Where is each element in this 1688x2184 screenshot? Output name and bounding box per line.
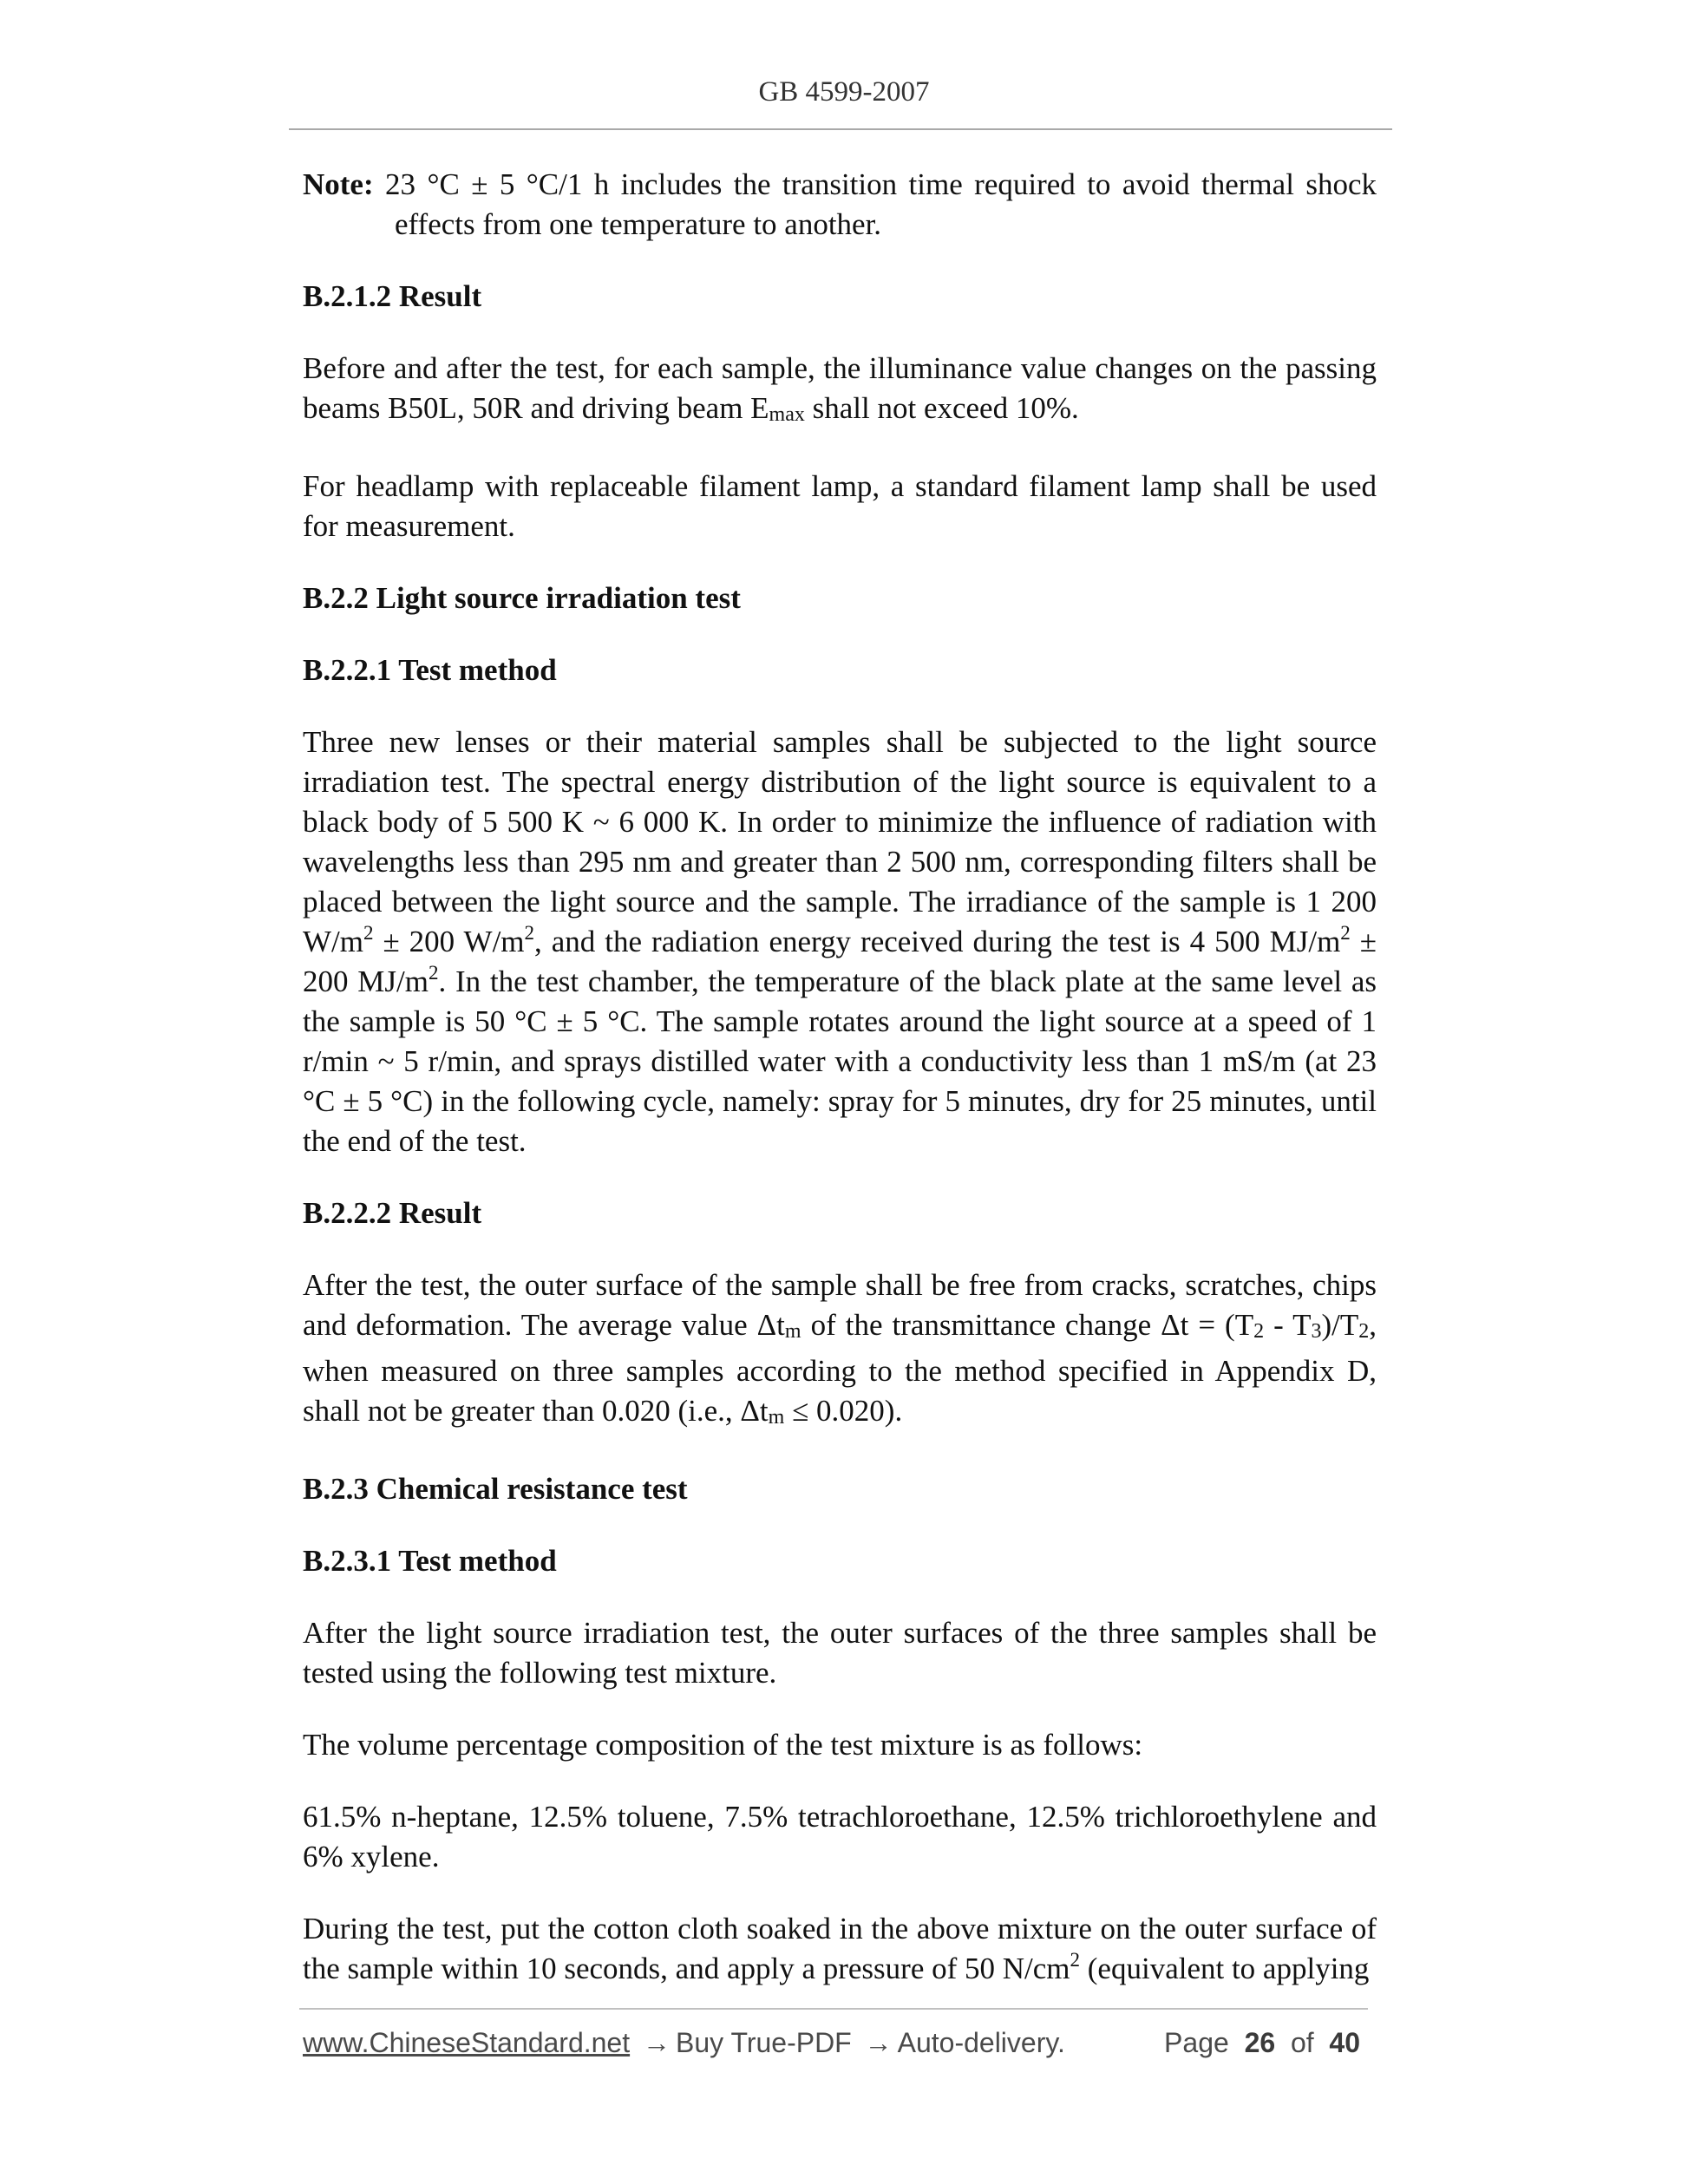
paragraph-mixture-intro: The volume percentage composition of the test mixture is as follows: <box>303 1728 1143 1762</box>
buy-true-pdf-text: Buy True-PDF <box>676 2027 852 2058</box>
paragraph-mixture-composition: 61.5% n-heptane, 12.5% toluene, 7.5% tetrachloroethane, 12.5% trichloroethylene and 6% xylene. <box>303 1800 1377 1873</box>
subscript: 2 <box>1358 1320 1370 1343</box>
superscript: 2 <box>524 922 535 944</box>
page-footer <box>303 2027 1368 2059</box>
text-run: After the test, the outer surface of the sample shall be free from cracks, scratches, chips and deformation. The average value Δt <box>303 1268 1377 1342</box>
text-run: of the transmittance change Δt = (T <box>801 1308 1254 1342</box>
header-divider <box>289 128 1392 130</box>
text-run: During the test, put the cotton cloth soaked in the above mixture on the outer surface of the sample within 10 seconds, and apply a pressure of 50 N/cm <box>303 1912 1377 1985</box>
paragraph-irradiation-method <box>303 723 1377 1161</box>
paragraph-illuminance-change <box>303 349 1377 435</box>
page-number: 26 <box>1244 2027 1276 2058</box>
heading-b2-2-1: B.2.2.1 Test method <box>303 653 557 687</box>
text-run: ≤ 0.020). <box>784 1394 903 1428</box>
document-header: GB 4599-2007 <box>758 76 930 108</box>
note-text: 23 °C ± 5 °C/1 h includes the transition time required to avoid thermal shock effects from one temperature to another. <box>385 167 1377 241</box>
arrow-right-icon: → <box>643 2027 671 2058</box>
heading-b2-1-2: B.2.1.2 Result <box>303 279 482 313</box>
subscript: m <box>784 1320 801 1343</box>
auto-delivery-text: Auto-delivery. <box>897 2027 1065 2058</box>
paragraph-cotton-cloth <box>303 1909 1377 1989</box>
text-run: Before and after the test, for each sample, the illuminance value changes on the passing beams B50L, 50R and driving beam E <box>303 351 1377 425</box>
arrow-right-icon: → <box>864 2027 893 2058</box>
text-run: ± 200 W/m <box>373 925 525 958</box>
note-label: Note: <box>303 167 374 201</box>
text-run: ± 200 MJ/m <box>303 925 1377 998</box>
superscript: 2 <box>1070 1949 1081 1971</box>
superscript: 2 <box>428 962 439 984</box>
footer-divider <box>299 2008 1368 2010</box>
of-label: of <box>1290 2027 1314 2058</box>
text-run: , and the radiation energy received during the test is 4 500 MJ/m <box>534 925 1341 958</box>
heading-b2-3: B.2.3 Chemical resistance test <box>303 1472 688 1506</box>
website-link[interactable]: www.ChineseStandard.net <box>303 2027 631 2058</box>
subscript: 2 <box>1253 1320 1265 1343</box>
page-indicator <box>1164 2027 1360 2059</box>
page-total: 40 <box>1329 2027 1360 2058</box>
text-run: , when measured on three samples according to the method specified in Appendix D, shall not be greater than 0.020 (i.e., Δt <box>303 1308 1377 1428</box>
paragraph-irradiation-result <box>303 1265 1377 1437</box>
text-run: (equivalent to applying <box>1080 1952 1370 1985</box>
text-run: - T <box>1264 1308 1312 1342</box>
note-paragraph <box>303 165 1377 245</box>
heading-b2-2-2: B.2.2.2 Result <box>303 1196 482 1230</box>
subscript-max: max <box>769 403 805 426</box>
heading-b2-3-1: B.2.3.1 Test method <box>303 1544 557 1578</box>
subscript: 3 <box>1311 1320 1322 1343</box>
paragraph-chemical-method: After the light source irradiation test, the outer surfaces of the three samples shall be tested using the following test mixture. <box>303 1616 1377 1690</box>
text-run: Three new lenses or their material samples shall be subjected to the light source irradiation test. The spectral energy distribution of the light source is equivalent to a black body of 5 500 K ~ 6 000 K. In order to minimize the influence of radiation with wavelengths less than 295 nm and greater than 2 500 nm, corresponding filters shall be placed between the light source and the sample. The irradiance of the sample is 1 200 W/m <box>303 725 1377 958</box>
superscript: 2 <box>1340 922 1351 944</box>
text-run: )/T <box>1321 1308 1359 1342</box>
paragraph-filament-lamp: For headlamp with replaceable filament lamp, a standard filament lamp shall be used for measurement. <box>303 469 1377 543</box>
heading-b2-2: B.2.2 Light source irradiation test <box>303 581 741 615</box>
text-run: . In the test chamber, the temperature of the black plate at the same level as the sample is 50 °C ± 5 °C. The sample rotates around the light source at a speed of 1 r/min ~ 5 r/min, and sprays distilled water with a conductivity less than 1 mS/m (at 23 °C ± 5 °C) in the following cycle, namely: spray for 5 minutes, dry for 25 minutes, until the end of the test. <box>303 964 1377 1158</box>
text-run: shall not exceed 10%. <box>804 391 1079 425</box>
document-body <box>303 165 1377 2021</box>
subscript: m <box>768 1406 785 1429</box>
superscript: 2 <box>363 922 374 944</box>
page-label: Page <box>1164 2027 1229 2058</box>
